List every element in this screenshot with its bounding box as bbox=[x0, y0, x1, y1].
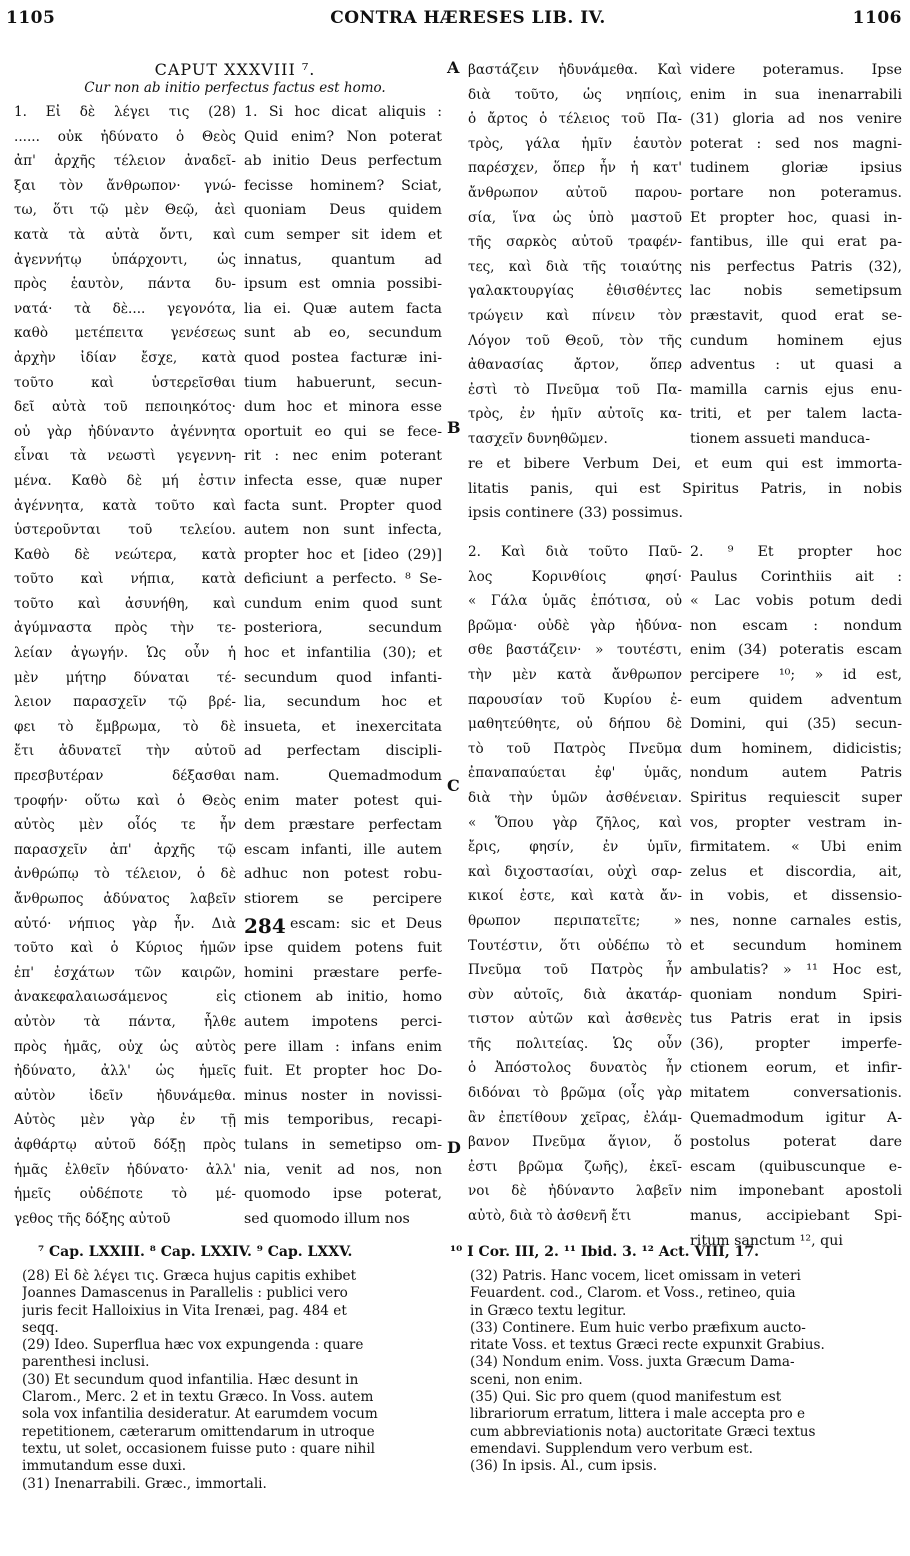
latin-text-line: lia, secundum hoc et bbox=[244, 694, 442, 711]
latin-text-line: litatis panis, qui est Spiritus Patris, in nobis bbox=[468, 480, 902, 497]
latin-text-line: pere illam : infans enim bbox=[244, 1038, 442, 1055]
footnote-line: immutandum esse duxi. bbox=[22, 1458, 187, 1475]
latin-text-line: ambulatis? » ¹¹ Hoc est, bbox=[690, 962, 902, 979]
greek-text-line: ἐπ' ἐσχάτων τῶν καιρῶν, bbox=[14, 964, 236, 981]
footnote-line: (29) Ideo. Superflua hæc vox expungenda : quare bbox=[22, 1337, 364, 1354]
latin-text-line: homini præstare perfe- bbox=[244, 964, 442, 981]
latin-text-line: sed quomodo illum nos bbox=[244, 1210, 410, 1227]
latin-text-line: fantibus, ille qui erat pa- bbox=[690, 234, 902, 251]
latin-text-line: enim mater potest qui- bbox=[244, 792, 442, 809]
greek-text-line: ὑστεροῦνται τοῦ τελείου. bbox=[14, 522, 236, 539]
greek-text-line: ἐπαναπαύεται ἐφ' ὑμᾶς, bbox=[468, 765, 682, 782]
greek-text-line: τοῦτο καὶ ὑστερεῖσθαι bbox=[14, 374, 236, 391]
latin-text-line: præstavit, quod erat se- bbox=[690, 307, 902, 324]
latin-text-line: ab initio Deus perfectum bbox=[244, 153, 442, 170]
latin-text-line: poterat : sed nos magni- bbox=[690, 135, 902, 152]
greek-text-line: ἐστι βρῶμα ζωῆς), ἐκεῖ- bbox=[468, 1158, 682, 1175]
latin-text-line: ctionem ab initio, homo bbox=[244, 989, 442, 1006]
greek-text-line: ἀγέννητα, κατὰ τοῦτο καὶ bbox=[14, 497, 236, 514]
latin-text-line: portare non poteramus. bbox=[690, 184, 902, 201]
latin-text-line: videre poteramus. Ipse bbox=[690, 62, 902, 78]
footnote-line: textu, ut solet, occasionem fuisse puto : quare nihil bbox=[22, 1440, 376, 1457]
latin-text-line: (36), propter imperfe- bbox=[690, 1035, 902, 1052]
greek-text-line: λείαν ἀγωγήν. Ὡς οὖν ἡ bbox=[14, 645, 236, 662]
margin-marker-a: A bbox=[447, 58, 460, 77]
greek-text-line: τοῦτο καὶ ἀσυνήθη, καὶ bbox=[14, 595, 236, 612]
greek-text-line: μὲν μήτηρ δύναται τέ- bbox=[14, 669, 236, 686]
greek-text-line: αὐτό· νήπιος γὰρ ἦν. Διὰ bbox=[14, 915, 236, 932]
greek-text-line: « Γάλα ὑμᾶς ἐπότισα, οὐ bbox=[468, 593, 682, 610]
footnotes-left bbox=[22, 1268, 444, 1493]
latin-text-line: tionem assueti manduca- bbox=[690, 430, 871, 447]
greek-text-line: ἀρχὴν ἰδίαν ἔσχε, κατὰ bbox=[14, 349, 236, 366]
latin-text-line: quoniam Deus quidem bbox=[244, 202, 442, 219]
latin-text-line: rit : nec enim poterant bbox=[244, 448, 442, 465]
latin-text-line: tudinem gloriæ ipsius bbox=[690, 160, 902, 177]
greek-text-line: αὐτὸ, διὰ τὸ ἀσθενῆ ἔτι bbox=[468, 1208, 632, 1225]
latin-text-line: quoniam nondum Spiri- bbox=[690, 986, 902, 1003]
greek-text-line: κικοί ἐστε, καὶ κατὰ ἄν- bbox=[468, 888, 682, 905]
latin-text-line: (31) gloria ad nos venire bbox=[690, 111, 902, 128]
latin-text-line: sunt ab eo, secundum bbox=[244, 325, 442, 342]
greek-column-left bbox=[14, 100, 236, 1231]
latin-text-line: secundum quod infanti- bbox=[244, 669, 442, 686]
footnote-line: cum abbreviationis nota) auctoritate Græci textus bbox=[470, 1423, 816, 1440]
latin-text-line: mis temporibus, recapi- bbox=[244, 1112, 442, 1129]
latin-text-line: et secundum hominem bbox=[690, 937, 902, 954]
latin-text-line: cundum hominem ejus bbox=[690, 332, 902, 349]
latin-text-line: re et bibere Verbum Dei, et eum qui est immorta- bbox=[468, 456, 902, 472]
greek-column-right-bottom bbox=[468, 540, 682, 1229]
footnote-line: emendavi. Supplendum vero verbum est. bbox=[470, 1440, 753, 1457]
latin-text-line: fecisse hominem? Sciat, bbox=[244, 177, 442, 194]
greek-text-line: διὰ τοῦτο, ὡς νηπίοις, bbox=[468, 86, 682, 103]
footnote-line: (33) Continere. Eum huic verbo præfixum aucto- bbox=[470, 1319, 806, 1336]
latin-text-line: 1. Si hoc dicat aliquis : bbox=[244, 104, 442, 120]
greek-text-line: μαθητεύθητε, οὐ δήπου δὲ bbox=[468, 716, 682, 733]
greek-text-line: βανον Πνεῦμα ἅγιον, ὅ bbox=[468, 1134, 682, 1151]
footnote-line: juris fecit Halloixius in Vita Irenæi, pag. 484 et bbox=[22, 1302, 347, 1319]
latin-text-line: Quemadmodum igitur A- bbox=[690, 1109, 902, 1126]
greek-text-line: ἀγύμναστα πρὸς τὴν τε- bbox=[14, 620, 236, 637]
greek-text-line: διὰ τὴν ὑμῶν ἀσθένειαν. bbox=[468, 789, 682, 806]
greek-text-line: ...... οὐκ ἠδύνατο ὁ Θεὸς bbox=[14, 128, 236, 145]
greek-text-line: γαλακτουργίας ἐθισθέντες bbox=[468, 283, 682, 300]
latin-text-line: nondum autem Patris bbox=[690, 765, 902, 782]
latin-column-right-bottom bbox=[690, 540, 902, 1253]
greek-text-line: Αὐτὸς μὲν γὰρ ἐν τῇ bbox=[14, 1112, 236, 1129]
footnotes-right bbox=[470, 1268, 898, 1476]
greek-text-line: ἀθανασίας ἄρτον, ὅπερ bbox=[468, 357, 682, 374]
latin-text-line: escam infanti, ille autem bbox=[244, 841, 442, 858]
greek-text-line: τὸ τοῦ Πατρὸς Πνεῦμα bbox=[468, 740, 682, 757]
chapter-subtitle: Cur non ab initio perfectus factus est homo. bbox=[84, 80, 386, 96]
latin-text-line: eum quidem adventum bbox=[690, 691, 902, 708]
latin-text-line: zelus et discordia, ait, bbox=[690, 863, 902, 880]
latin-text-line: manus, accipiebant Spi- bbox=[690, 1208, 902, 1225]
footnote-line: (32) Patris. Hanc vocem, licet omissam in veteri bbox=[470, 1268, 801, 1284]
latin-text-line: Domini, qui (35) secun- bbox=[690, 716, 902, 733]
greek-text-line: ἀπ' ἀρχῆς τέλειον ἀναδεῖ- bbox=[14, 153, 236, 170]
footnote-line: repetitionem, cæterarum omittendarum in utroque bbox=[22, 1423, 375, 1440]
greek-text-line: τασχεῖν δυνηθῶμεν. bbox=[468, 430, 608, 447]
greek-text-line: τοῦτο καὶ νήπια, κατὰ bbox=[14, 571, 236, 588]
greek-text-line: ξαι τὸν ἄνθρωπον· γνώ- bbox=[14, 177, 236, 194]
latin-text-line: triti, et per talem lacta- bbox=[690, 406, 902, 423]
latin-text-line: hoc et infantilia (30); et bbox=[244, 645, 442, 662]
greek-text-line: τῆς πολιτείας. Ὡς οὖν bbox=[468, 1035, 682, 1052]
greek-text-line: λος Κορινθίοις φησί· bbox=[468, 568, 682, 585]
greek-text-line: τω, ὅτι τῷ μὲν Θεῷ, ἀεὶ bbox=[14, 202, 236, 219]
latin-text-line: nis perfectus Patris (32), bbox=[690, 258, 902, 275]
margin-marker-b: B bbox=[447, 418, 461, 437]
greek-text-line: αὐτὸς μὲν οἷός τε ἦν bbox=[14, 817, 236, 834]
greek-text-line: διδόναι τὸ βρῶμα (οἷς γὰρ bbox=[468, 1085, 682, 1102]
footnote-line: Feuardent. cod., Clarom. et Voss., retineo, quia bbox=[470, 1285, 796, 1302]
margin-marker-c: C bbox=[447, 776, 460, 795]
latin-text-line: posteriora, secundum bbox=[244, 620, 442, 637]
footnote-line: (28) Εἰ δὲ λέγει τις. Græca hujus capitis exhibet bbox=[22, 1268, 357, 1284]
latin-text-line: facta sunt. Propter quod bbox=[244, 497, 442, 514]
greek-text-line: τοῦτο καὶ ὁ Κύριος ἡμῶν bbox=[14, 940, 236, 957]
greek-text-line: πρεσβυτέραν δέξασθαι bbox=[14, 768, 236, 785]
greek-text-line: πρὸς ἡμᾶς, οὐχ ὡς αὐτὸς bbox=[14, 1038, 236, 1055]
latin-text-line: insueta, et inexercitata bbox=[244, 718, 442, 735]
greek-text-line: λειον παρασχεῖν τῷ βρέ- bbox=[14, 694, 236, 711]
latin-text-line: 2. ⁹ Et propter hoc bbox=[690, 544, 902, 560]
latin-text-line: ritum sanctum ¹², qui bbox=[690, 1232, 843, 1249]
footnote-line: sceni, non enim. bbox=[470, 1371, 583, 1388]
greek-text-line: καὶ διχοστασίαι, οὐχὶ σαρ- bbox=[468, 863, 682, 880]
footnote-line: (34) Nondum enim. Voss. juxta Græcum Dama- bbox=[470, 1354, 795, 1371]
footnote-line: sola vox infantilia desideratur. At earumdem vocum bbox=[22, 1406, 378, 1423]
greek-text-line: « Ὅπου γὰρ ζῆλος, καὶ bbox=[468, 814, 682, 831]
greek-text-line: Πνεῦμα τοῦ Πατρὸς ἦν bbox=[468, 962, 682, 979]
margin-marker-d: D bbox=[447, 1138, 461, 1157]
footnote-line: (35) Qui. Sic pro quem (quod manifestum est bbox=[470, 1389, 782, 1406]
greek-text-line: ὁ ἄρτος ὁ τέλειος τοῦ Πα- bbox=[468, 111, 682, 128]
latin-text-line: nam. Quemadmodum bbox=[244, 768, 442, 785]
greek-text-line: αὐτὸν ἰδεῖν ἠδυνάμεθα. bbox=[14, 1087, 236, 1104]
running-title: CONTRA HÆRESES LIB. IV. bbox=[330, 8, 606, 28]
latin-text-line: propter hoc et [ideo (29)] bbox=[244, 546, 442, 563]
edition-page-number: 284 bbox=[244, 914, 286, 938]
latin-text-line: firmitatem. « Ubi enim bbox=[690, 839, 902, 856]
latin-text-line: innatus, quantum ad bbox=[244, 251, 442, 268]
latin-text-line: non escam : nondum bbox=[690, 617, 902, 634]
greek-text-line: γεθος τῆς δόξης αὐτοῦ bbox=[14, 1210, 171, 1227]
latin-text-line: mamilla carnis ejus enu- bbox=[690, 381, 902, 398]
latin-text-line: « Lac vobis potum dedi bbox=[690, 593, 902, 610]
greek-text-line: ἐστὶ τὸ Πνεῦμα τοῦ Πα- bbox=[468, 381, 682, 398]
latin-text-line: infecta esse, quæ nuper bbox=[244, 472, 442, 489]
greek-text-line: βρῶμα· οὐδὲ γὰρ ἠδύνα- bbox=[468, 617, 682, 634]
latin-text-line: postolus poterat dare bbox=[690, 1134, 902, 1151]
page-number-left: 1105 bbox=[6, 8, 56, 28]
latin-text-line: cundum enim quod sunt bbox=[244, 595, 442, 612]
greek-text-line: εἶναι τὰ νεωστὶ γεγεννη- bbox=[14, 448, 236, 465]
greek-text-line: παρέσχεν, ὅπερ ἦν ἡ κατ' bbox=[468, 160, 682, 177]
latin-text-line: escam (quibuscunque e- bbox=[690, 1158, 902, 1175]
footnote-line: Joannes Damascenus in Parallelis : publici vero bbox=[22, 1285, 348, 1302]
footnote-line: (36) In ipsis. Al., cum ipsis. bbox=[470, 1458, 658, 1475]
latin-text-line: percipere ¹⁰; » id est, bbox=[690, 666, 902, 683]
greek-text-line: 2. Καὶ διὰ τοῦτο Παῦ- bbox=[468, 544, 682, 560]
greek-text-line: τῆς σαρκὸς αὐτοῦ τραφέν- bbox=[468, 234, 682, 251]
latin-column-right-top bbox=[690, 58, 902, 452]
greek-text-line: ἄνθρωπος ἀδύνατος λαβεῖν bbox=[14, 891, 236, 907]
latin-text-line: tium habuerunt, secun- bbox=[244, 374, 442, 391]
greek-text-line: οὐ γὰρ ἠδύναντο ἀγέννητα bbox=[14, 423, 236, 440]
latin-text-line: ad perfectam discipli- bbox=[244, 743, 442, 760]
latin-text-line: adventus : ut quasi a bbox=[690, 357, 902, 374]
greek-text-line: νατά· τὰ δὲ.... γεγονότα, bbox=[14, 300, 236, 317]
greek-text-line: 1. Εἰ δὲ λέγει τις (28) bbox=[14, 104, 236, 120]
latin-text-line: quod postea facturæ ini- bbox=[244, 349, 442, 366]
greek-text-line: ἔρις, φησίν, ἐν ὑμῖν, bbox=[468, 839, 682, 856]
greek-text-line: θρωπον περιπατεῖτε; » bbox=[468, 912, 682, 929]
latin-text-line: mitatem conversationis. bbox=[690, 1085, 902, 1102]
latin-text-line: nia, venit ad nos, non bbox=[244, 1161, 442, 1178]
greek-text-line: ἀφθάρτῳ αὐτοῦ δόξῃ πρὸς bbox=[14, 1136, 236, 1153]
greek-text-line: φει τὸ ἔμβρωμα, τὸ δὲ bbox=[14, 718, 236, 735]
greek-text-line: ἡμεῖς οὐδέποτε τὸ μέ- bbox=[14, 1186, 236, 1203]
latin-text-line: enim in sua inenarrabili bbox=[690, 86, 902, 103]
latin-text-line: Paulus Corinthiis ait : bbox=[690, 568, 902, 585]
latin-text-line: nes, nonne carnales estis, bbox=[690, 912, 902, 929]
greek-text-line: ἀγεννήτῳ ὑπάρχοντι, ὡς bbox=[14, 251, 236, 268]
latin-text-line: Quid enim? Non poterat bbox=[244, 128, 442, 145]
latin-text-line: tulans in semetipso om- bbox=[244, 1136, 442, 1153]
latin-text-line: lac nobis semetipsum bbox=[690, 283, 902, 300]
footnote-line: in Græco textu legitur. bbox=[470, 1302, 627, 1319]
greek-text-line: Τουτέστιν, ὅτι οὐδέπω τὸ bbox=[468, 937, 682, 954]
latin-text-line: minus noster in novissi- bbox=[244, 1087, 442, 1104]
greek-text-line: ἡμᾶς ἐλθεῖν ἠδύνατο· ἀλλ' bbox=[14, 1161, 236, 1178]
latin-text-line: cum semper sit idem et bbox=[244, 226, 442, 243]
greek-column-right-top bbox=[468, 58, 682, 452]
latin-text-line: Et propter hoc, quasi in- bbox=[690, 209, 902, 226]
latin-text-line: autem impotens perci- bbox=[244, 1013, 442, 1030]
latin-text-line: vos, propter vestram in- bbox=[690, 814, 902, 831]
greek-text-line: ἄνθρωπον αὐτοῦ παρου- bbox=[468, 184, 682, 201]
latin-text-line: ipsis continere (33) possimus. bbox=[468, 505, 684, 522]
scripture-refs-right: ¹⁰ I Cor. III, 2. ¹¹ Ibid. 3. ¹² Act. VIII, 17. bbox=[450, 1244, 759, 1260]
latin-text-line: lia ei. Quæ autem facta bbox=[244, 300, 442, 317]
latin-text-line: escam: sic et Deus bbox=[290, 915, 442, 932]
greek-text-line: παρουσίαν τοῦ Κυρίου ἐ- bbox=[468, 691, 682, 708]
latin-text-line: ctionem eorum, et infir- bbox=[690, 1060, 902, 1077]
latin-text-line: tus Patris erat in ipsis bbox=[690, 1011, 902, 1028]
latin-text-line: ipse quidem potens fuit bbox=[244, 940, 442, 957]
footnote-line: librariorum erratum, littera i male accepta pro e bbox=[470, 1406, 806, 1423]
greek-text-line: πρὸς ἑαυτὸν, πάντα δυ- bbox=[14, 276, 236, 293]
greek-text-line: τρὸς, γάλα ἡμῖν ἑαυτὸν bbox=[468, 135, 682, 152]
greek-text-line: μένα. Καθὸ δὲ μή ἐστιν bbox=[14, 472, 236, 489]
footnote-line: Clarom., Merc. 2 et in textu Græco. In Voss. autem bbox=[22, 1389, 374, 1406]
latin-text-line: enim (34) poteratis escam bbox=[690, 642, 902, 659]
greek-text-line: ἀνακεφαλαιωσάμενος εἰς bbox=[14, 989, 236, 1006]
latin-text-line: adhuc non potest robu- bbox=[244, 866, 442, 883]
footnote-line: ritate Voss. et textus Græci recte expunxit Grabius. bbox=[470, 1337, 825, 1354]
latin-column-left bbox=[244, 100, 442, 1231]
latin-text-line: in vobis, et dissensio- bbox=[690, 888, 902, 905]
greek-text-line: βαστάζειν ἠδυνάμεθα. Καὶ bbox=[468, 62, 682, 78]
latin-text-line: dum hoc et minora esse bbox=[244, 399, 442, 416]
latin-text-line: ipsum est omnia possibi- bbox=[244, 276, 442, 293]
latin-text-line: autem non sunt infecta, bbox=[244, 522, 442, 539]
greek-text-line: παρασχεῖν ἀπ' ἀρχῆς τῷ bbox=[14, 841, 236, 858]
greek-text-line: τὴν μὲν κατὰ ἄνθρωπον bbox=[468, 666, 682, 683]
greek-text-line: σία, ἵνα ὡς ὑπὸ μαστοῦ bbox=[468, 209, 682, 226]
greek-text-line: Λόγον τοῦ Θεοῦ, τὸν τῆς bbox=[468, 332, 682, 349]
latin-text-line: nim imponebant apostoli bbox=[690, 1183, 902, 1200]
greek-text-line: κατὰ τὰ αὐτὰ ὄντι, καὶ bbox=[14, 226, 236, 243]
greek-text-line: τιστον αὐτῶν καὶ ἀσθενὲς bbox=[468, 1011, 682, 1028]
greek-text-line: ἀνθρώπῳ τὸ τέλειον, ὁ δὲ bbox=[14, 866, 236, 883]
greek-text-line: ἂν ἐπετίθουν χεῖρας, ἐλάμ- bbox=[468, 1109, 682, 1126]
latin-text-line: dum hominem, didicistis; bbox=[690, 740, 902, 757]
footnote-line: seqq. bbox=[22, 1319, 59, 1336]
footnote-line: (30) Et secundum quod infantilia. Hæc desunt in bbox=[22, 1371, 359, 1388]
scripture-refs-left: ⁷ Cap. LXXIII. ⁸ Cap. LXXIV. ⁹ Cap. LXXV. bbox=[38, 1244, 353, 1260]
latin-full-width-lines bbox=[468, 452, 902, 526]
greek-text-line: ὁ Ἀπόστολος δυνατὸς ἦν bbox=[468, 1060, 682, 1077]
latin-text-line: oportuit eo qui se fece- bbox=[244, 423, 442, 440]
footnote-line: parenthesi inclusi. bbox=[22, 1354, 150, 1371]
footnote-line: (31) Inenarrabili. Græc., immortali. bbox=[22, 1475, 267, 1492]
greek-text-line: ἠδύνατο, ἀλλ' ὡς ἡμεῖς bbox=[14, 1063, 236, 1080]
latin-text-line: dem præstare perfectam bbox=[244, 817, 442, 834]
greek-text-line: τρὸς, ἐν ἡμῖν αὐτοῖς κα- bbox=[468, 406, 682, 423]
chapter-title: CAPUT XXXVIII ⁷. bbox=[154, 60, 316, 79]
latin-text-line: quomodo ipse poterat, bbox=[244, 1186, 442, 1203]
greek-text-line: τες, καὶ διὰ τῆς τοιαύτης bbox=[468, 258, 682, 275]
latin-text-line: fuit. Et propter hoc Do- bbox=[244, 1063, 442, 1080]
greek-text-line: νοι δὲ ἠδύναντο λαβεῖν bbox=[468, 1183, 682, 1200]
greek-text-line: Καθὸ δὲ νεώτερα, κατὰ bbox=[14, 546, 236, 563]
greek-text-line: ἔτι ἀδυνατεῖ τὴν αὐτοῦ bbox=[14, 743, 236, 760]
latin-text-line: deficiunt a perfecto. ⁸ Se- bbox=[244, 571, 442, 588]
greek-text-line: δεῖ αὐτὰ τοῦ πεποιηκότος· bbox=[14, 399, 236, 416]
greek-text-line: αὐτὸν τὰ πάντα, ἦλθε bbox=[14, 1013, 236, 1030]
page-number-right: 1106 bbox=[852, 8, 902, 28]
latin-text-line: Spiritus requiescit super bbox=[690, 789, 902, 806]
greek-text-line: καθὸ μετέπειτα γενέσεως bbox=[14, 325, 236, 342]
greek-text-line: τροφήν· οὕτω καὶ ὁ Θεὸς bbox=[14, 792, 236, 809]
latin-text-line: stiorem se percipere bbox=[244, 891, 442, 907]
greek-text-line: σὺν αὐτοῖς, διὰ ἀκατάρ- bbox=[468, 986, 682, 1003]
greek-text-line: σθε βαστάζειν· » τουτέστι, bbox=[468, 642, 682, 659]
greek-text-line: τρώγειν καὶ πίνειν τὸν bbox=[468, 307, 682, 324]
